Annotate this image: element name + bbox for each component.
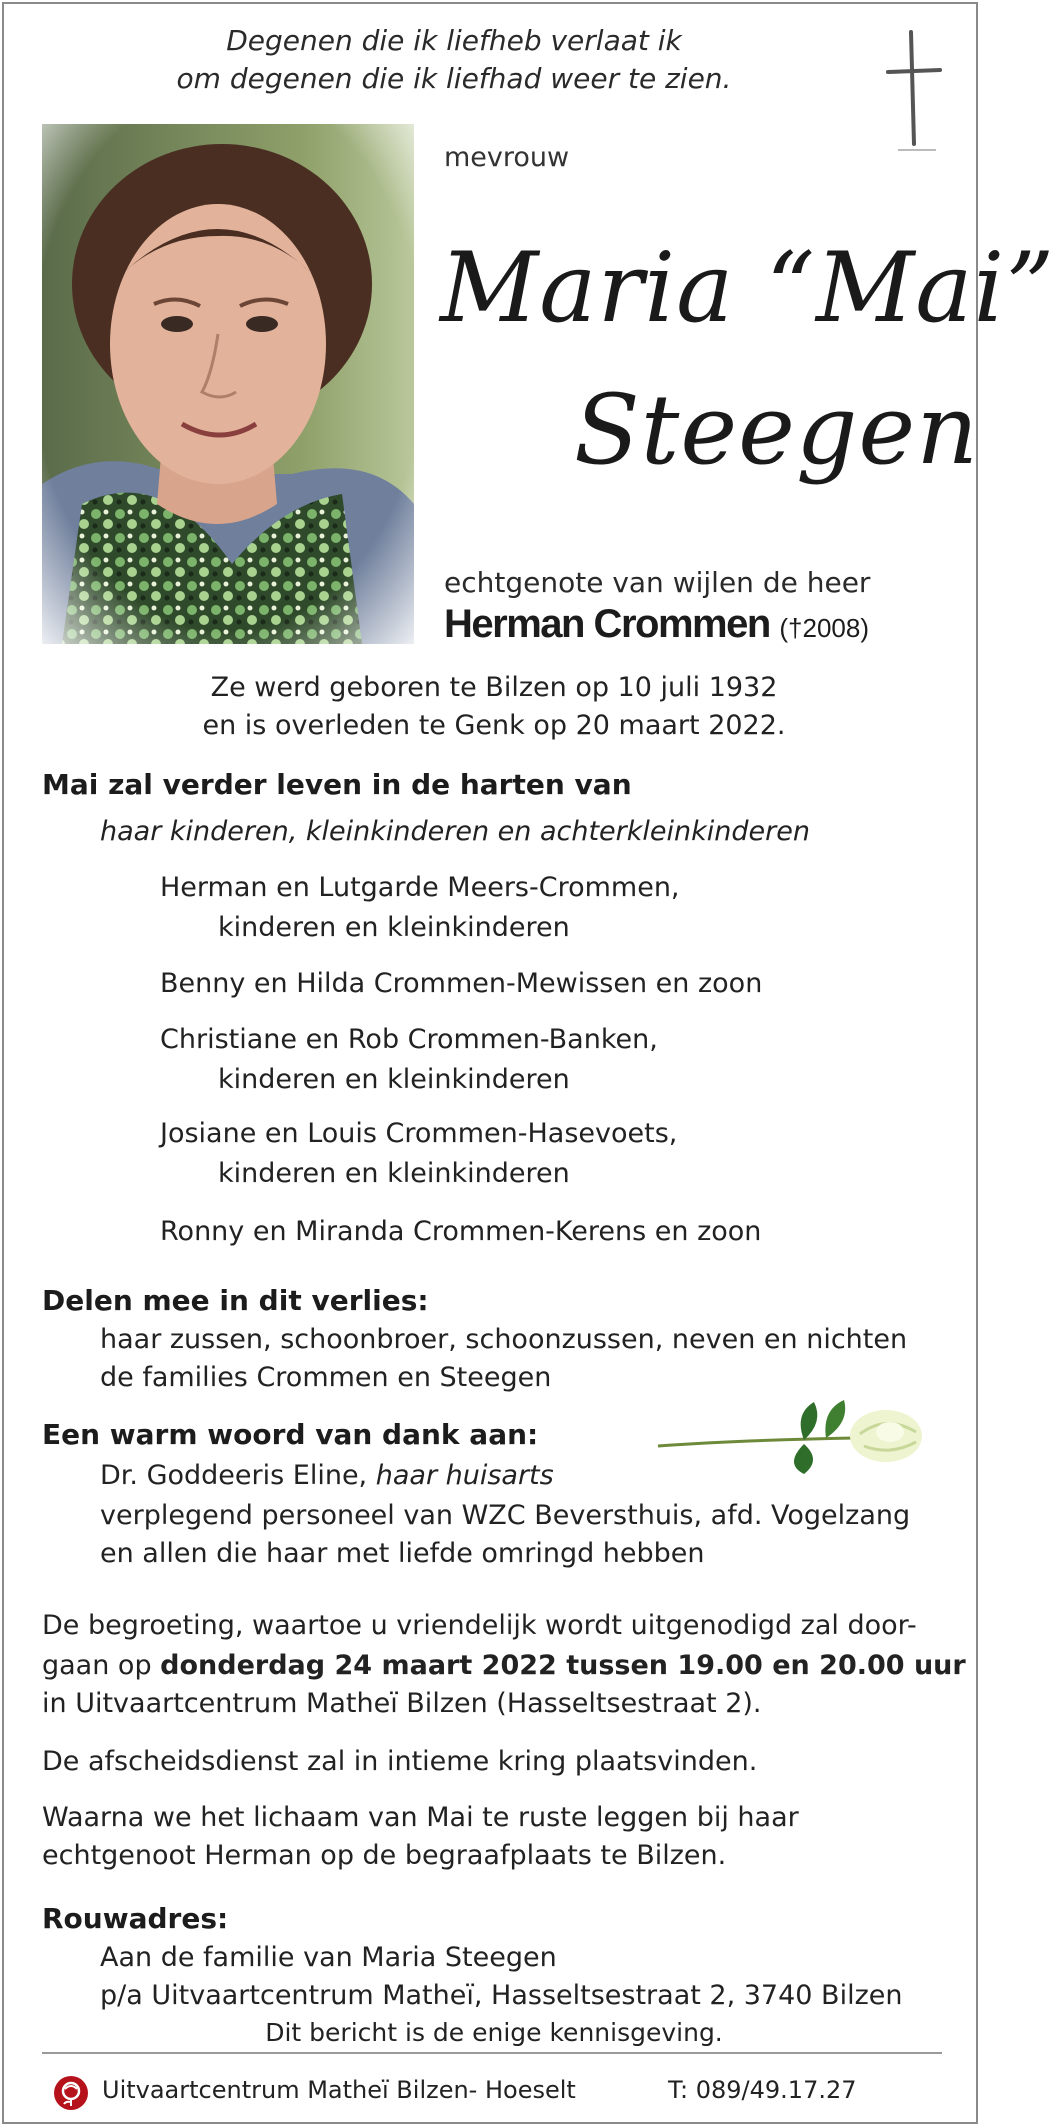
spouse-death-year: (†2008)	[779, 613, 870, 643]
quote-line-2: om degenen die ik liefhad weer te zien.	[176, 62, 732, 95]
sharing-line: de families Crommen en Steegen	[100, 1362, 552, 1393]
sharing-heading: Delen mee in dit verlies:	[42, 1284, 429, 1317]
death-line: en is overleden te Genk op 20 maart 2022.	[202, 710, 786, 741]
footer-company: Uitvaartcentrum Matheï Bilzen- Hoeselt	[102, 2076, 576, 2104]
rose-logo-icon	[52, 2074, 90, 2116]
spouse-name-line	[444, 602, 869, 647]
footer-divider	[42, 2052, 942, 2054]
thanks-line: en allen die haar met liefde omringd hebben	[100, 1538, 705, 1569]
burial-line: echtgenoot Herman op de begraafplaats te Bilzen.	[42, 1840, 727, 1871]
thanks-line: verplegend personeel van WZC Beversthuis, afd. Vogelzang	[100, 1500, 911, 1531]
notice-text: Dit bericht is de enige kennisgeving.	[265, 2018, 723, 2047]
rose-icon	[654, 1394, 934, 1488]
visitation-line: De begroeting, waartoe u vriendelijk wordt uitgenodigd zal door-	[42, 1610, 917, 1641]
burial-line: Waarna we het lichaam van Mai te ruste leggen bij haar	[42, 1802, 799, 1833]
sharing-line: haar zussen, schoonbroer, schoonzussen, neven en nichten	[100, 1324, 908, 1355]
deceased-first-name: Maria “Mai”	[440, 232, 1055, 344]
portrait-photo	[42, 124, 414, 644]
deceased-last-name: Steegen	[574, 374, 980, 486]
spouse-intro: echtgenote van wijlen de heer	[444, 566, 871, 599]
child-extra: kinderen en kleinkinderen	[218, 1064, 570, 1095]
thanks-doctor: Dr. Goddeeris Eline,	[100, 1460, 368, 1491]
visitation-prefix: gaan op	[42, 1650, 161, 1681]
quote-line-1: Degenen die ik liefheb verlaat ik	[226, 24, 682, 57]
child-name: Ronny en Miranda Crommen-Kerens en zoon	[160, 1216, 762, 1247]
service-text: De afscheidsdienst zal in intieme kring plaatsvinden.	[42, 1746, 758, 1777]
thanks-doctor-line	[100, 1460, 554, 1491]
visitation-date: donderdag 24 maart 2022 tussen 19.00 en 20.00 uur	[160, 1650, 966, 1681]
child-name: Christiane en Rob Crommen-Banken,	[160, 1024, 658, 1055]
obituary-card	[2, 2, 1055, 2124]
visitation-date-line	[42, 1650, 966, 1681]
honorific: mevrouw	[444, 142, 570, 173]
child-extra: kinderen en kleinkinderen	[218, 1158, 570, 1189]
address-line: p/a Uitvaartcentrum Matheï, Hasseltsestraat 2, 3740 Bilzen	[100, 1980, 903, 2011]
footer-phone: T: 089/49.17.27	[668, 2076, 857, 2104]
child-name: Benny en Hilda Crommen-Mewissen en zoon	[160, 968, 763, 999]
address-heading: Rouwadres:	[42, 1902, 229, 1935]
birth-line: Ze werd geboren te Bilzen op 10 juli 1932	[210, 672, 778, 703]
spouse-name: Herman Crommen	[444, 602, 770, 646]
address-line: Aan de familie van Maria Steegen	[100, 1942, 557, 1973]
child-name: Josiane en Louis Crommen-Hasevoets,	[160, 1118, 678, 1149]
visitation-location: in Uitvaartcentrum Matheï Bilzen (Hasseltsestraat 2).	[42, 1688, 762, 1719]
cross-icon	[878, 26, 948, 160]
child-extra: kinderen en kleinkinderen	[218, 912, 570, 943]
family-heading: Mai zal verder leven in de harten van	[42, 768, 632, 801]
thanks-heading: Een warm woord van dank aan:	[42, 1418, 539, 1451]
thanks-doctor-role: haar huisarts	[375, 1460, 554, 1491]
child-name: Herman en Lutgarde Meers-Crommen,	[160, 872, 680, 903]
family-subheading: haar kinderen, kleinkinderen en achterkleinkinderen	[100, 816, 810, 847]
